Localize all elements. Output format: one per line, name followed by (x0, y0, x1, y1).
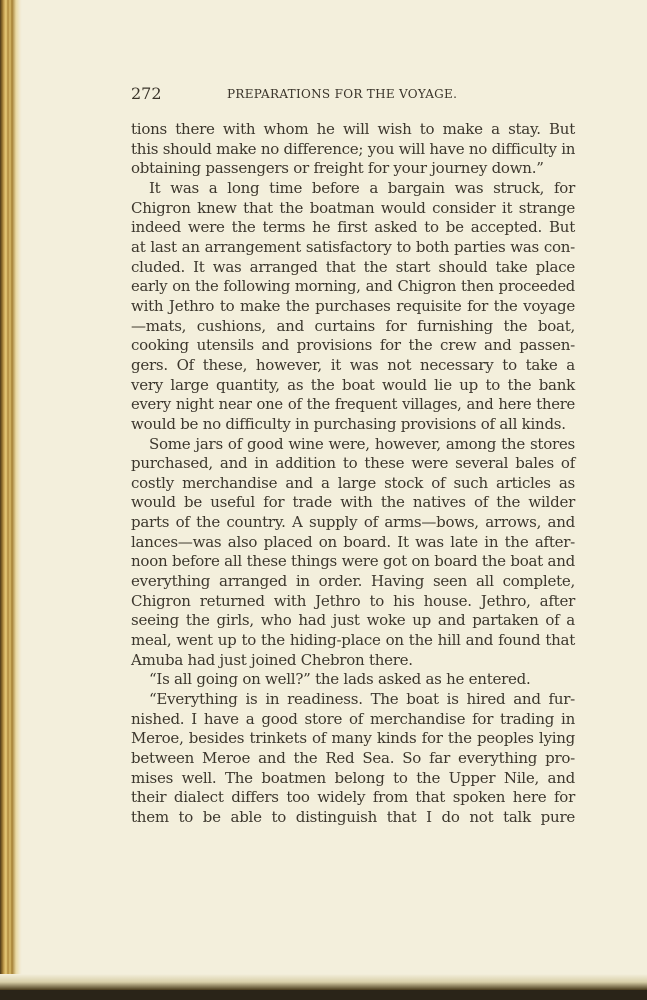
text-line: parts of the country. A supply of arms—bows, arrows, and (131, 513, 575, 532)
text-line: cooking utensils and provisions for the crew and passen- (131, 336, 575, 355)
text-line: would be no difficulty in purchasing provisions of all kinds. (131, 414, 566, 433)
text-line: seeing the girls, who had just woke up and partaken of a (131, 611, 575, 630)
text-line: nished. I have a good store of merchandise for trading in (131, 709, 575, 728)
page-bottom-edge (0, 974, 647, 990)
text-line: —mats, cushions, and curtains for furnishing the boat, (131, 316, 575, 335)
text-line: them to be able to distinguish that I do not talk pure (131, 807, 575, 826)
running-title: PREPARATIONS FOR THE VOYAGE. (227, 87, 458, 101)
text-line: Chigron returned with Jethro to his house. Jethro, after (131, 591, 575, 610)
text-line: gers. Of these, however, it was not necessary to take a (131, 355, 575, 374)
book-binding-edge (0, 0, 22, 990)
text-line: cluded. It was arranged that the start should take place (131, 257, 575, 276)
text-line: indeed were the terms he first asked to be accepted. But (131, 218, 575, 237)
text-line: purchased, and in addition to these were several bales of (131, 454, 575, 473)
text-line: mises well. The boatmen belong to the Upper Nile, and (131, 768, 575, 787)
text-line: costly merchandise and a large stock of such articles as (131, 473, 575, 492)
text-line: “Everything is in readiness. The boat is hired and fur- (149, 690, 575, 709)
body-text (131, 120, 575, 828)
text-line: everything arranged in order. Having seen all complete, (131, 572, 575, 591)
text-line: Chigron knew that the boatman would consider it strange (131, 198, 575, 217)
text-line: early on the following morning, and Chigron then proceeded (131, 278, 575, 296)
text-line: every night near one of the frequent villages, and here there (131, 396, 575, 414)
text-line: this should make no difference; you will have no difficulty in (131, 139, 576, 158)
text-line: Meroe, besides trinkets of many kinds for the peoples lying (131, 729, 575, 748)
text-line: Amuba had just joined Chebron there. (131, 650, 413, 669)
text-line: between Meroe and the Red Sea. So far everything pro- (131, 749, 575, 767)
text-line: Some jars of good wine were, however, among the stores (149, 434, 575, 453)
text-line: obtaining passengers or freight for your journey down.” (131, 159, 544, 178)
text-line: “Is all going on well?” the lads asked as he entered. (149, 670, 531, 689)
text-line: with Jethro to make the purchases requisite for the voyage (131, 296, 575, 315)
text-line: tions there with whom he will wish to make a stay. But (131, 120, 575, 138)
text-line: noon before all these things were got on board the boat and (131, 552, 575, 571)
text-line: meal, went up to the hiding-place on the hill and found that (131, 631, 575, 650)
page-number: 272 (131, 84, 162, 103)
text-line: It was a long time before a bargain was struck, for (149, 178, 575, 197)
text-line: at last an arrangement satisfactory to both parties was con- (131, 237, 575, 256)
text-line: their dialect differs too widely from that spoken here for (131, 788, 575, 807)
text-line: would be useful for trade with the natives of the wilder (131, 493, 575, 512)
text-line: very large quantity, as the boat would lie up to the bank (131, 375, 575, 394)
text-line: lances—was also placed on board. It was late in the after- (131, 532, 575, 551)
page-header (131, 84, 575, 104)
